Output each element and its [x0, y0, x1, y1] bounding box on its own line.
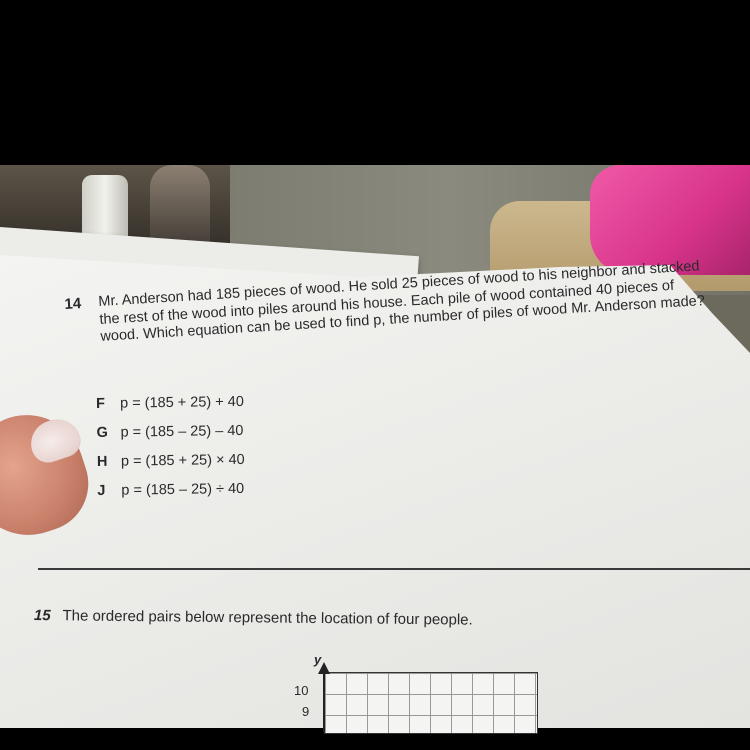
- option-equation: p = (185 + 25) + 40: [119, 393, 244, 412]
- option-g[interactable]: [96, 421, 396, 454]
- option-equation: p = (185 + 25) × 40: [120, 451, 245, 470]
- question-number: 14: [64, 295, 82, 313]
- y-axis-arrow-icon: [318, 662, 330, 674]
- y-axis-line: [323, 672, 325, 732]
- question-text: The ordered pairs below represent the location of four people.: [62, 607, 473, 629]
- question-number: 15: [33, 607, 51, 625]
- question-15: [34, 607, 634, 630]
- option-equation: p = (185 – 25) – 40: [120, 422, 244, 441]
- option-letter: J: [97, 482, 106, 499]
- option-f[interactable]: [96, 392, 396, 425]
- y-tick-label: 10: [294, 683, 309, 698]
- answer-options: [96, 392, 398, 512]
- y-tick-label: 9: [302, 704, 310, 719]
- question-14: [64, 258, 706, 348]
- option-equation: p = (185 – 25) ÷ 40: [121, 480, 245, 499]
- option-letter: H: [96, 453, 108, 470]
- option-letter: F: [96, 395, 106, 412]
- option-j[interactable]: [97, 479, 397, 512]
- option-letter: G: [96, 424, 108, 441]
- question-text: Mr. Anderson had 185 pieces of wood. He sold 25 pieces of wood to his neighbor and stacked the rest of the wood into piles around his house. Each pile of wood contained 40 pieces of wood. Which equation can be used to find p, the number of piles of wood Mr. Anderson made?: [97, 258, 706, 345]
- option-h[interactable]: [97, 450, 397, 483]
- grid-area: [324, 672, 538, 734]
- y-axis-label: y: [314, 652, 322, 667]
- coordinate-grid: [290, 650, 550, 728]
- section-divider: [38, 568, 750, 570]
